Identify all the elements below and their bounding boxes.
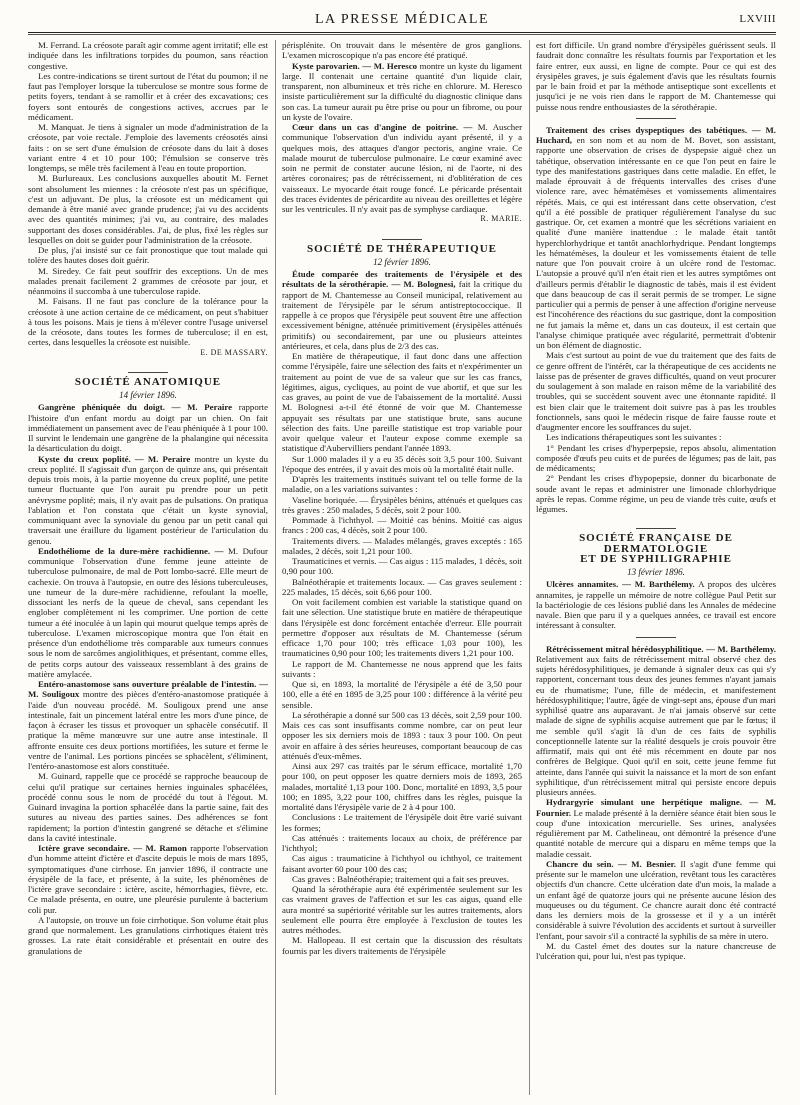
paragraph: M. Faisans. Il ne faut pas conclure de la tolérance pour la créosote à une action certaine de ce médicament, on peut s'habituer à tous les poisons. Mais je tiens à m'élever contre l'usage universel de la créosote, dans toutes les formes de tuberculose; il en est, certes, dans lesquelles la créosote est nuisible. xyxy=(28,296,268,348)
article xyxy=(28,843,268,915)
section-rule xyxy=(636,528,676,529)
paragraph: périsplénite. On trouvait dans le mésentère de gros ganglions. L'examen microscopique n'a pas encore été pratiqué. xyxy=(282,40,522,61)
paragraph: Cas graves : Balnéothérapie; traitement qui a fait ses preuves. xyxy=(292,873,509,884)
article xyxy=(536,797,776,859)
article xyxy=(536,125,776,351)
article-body: montre un kyste du ligament large. Il contenait une certaine quantité d'un liquide clair, transparent, non albumineux et très riche en chlorure. M. Heresco insiste particulièrement sur la difficulté du diagnostic clinique dans son cas. La tumeur aurait pu être prise ou pour un fibrome, ou pour un kyste de l'ovaire. xyxy=(282,60,522,122)
article xyxy=(536,859,776,941)
paragraph: M. Guinard, rappelle que ce procédé se rapproche beaucoup de celui qu'il pratique sur certaines hernies inguinales sphacélées, procédé connu sous le nom de procédé du tout à l'égout. M. Guinard invagina la portion sphacélée dans la partie saine, fait des sutures au niveau des parties saines. Des adhérences se font rapidement; la portion d'intestin gangrené se détache et s'élimine dans la cavité intestinale. xyxy=(28,771,268,843)
column-rule xyxy=(275,40,276,1095)
paragraph: Balnéothérapie et traitements locaux. — Cas graves seulement : 225 malades, 15 décès, soit 6,66 pour 100. xyxy=(282,576,522,597)
paragraph: Ainsi aux 297 cas traités par le sérum efficace, mortalité 1,70 pour 100, on peut opposer les quatre derniers mois de 1893, 265 malades, mortalité 1,13 pour 100. Donc, mortalité en 1893, 3,5 pour 100; en 1895, 3,22 pour 100, chiffres dans les règles, puisque la mortalité dans l'érysipèle varie de 2 à 4 pour 100. xyxy=(282,761,522,812)
header-rule xyxy=(28,32,776,33)
article xyxy=(28,679,268,771)
paragraph: Quand la sérothérapie aura été expérimentée seulement sur les cas vraiment graves de l'affection et sur les cas aigus, quand elle aura montré sa supériorité véritable sur les autres traitements, alors seulement elle pourra être employée à l'exclusion de toutes les autres méthodes. xyxy=(282,884,522,935)
paragraph: M. Ferrand. La créosote paraît agir comme agent irritatif; elle est indiquée dans les infiltrations torpides du poumon, sans réaction congestive. xyxy=(28,40,268,71)
article xyxy=(536,579,776,630)
article-title: Ulcères annamites. — M. Barthélemy. xyxy=(546,579,695,590)
column-1 xyxy=(28,40,268,1095)
article-body: M. Auscher communique l'observation d'un individu ayant présenté, il y a quelques mois, des attaques d'angor pectoris, angine vraie. Ce malade mourut de tuberculose pulmonaire. Le cœur examiné avec soin ne permit de constater aucune lésion, ni de l'aorte, ni des artères coronaires; pas de rétrécissement, ni d'oblitération de ces vaisseaux. Le myocarde était rouge foncé. Le péricarde présentait des traces évidentes de péricardite au niveau des oreillettes et légère sur les ventricules. Il n'y avait pas de symphyse cardiaque. xyxy=(282,122,522,214)
paragraph: En matière de thérapeutique, il faut donc dans une affection comme l'érysipèle, faire une sélection des faits et n'expérimenter un traitement au point de vue de sa valeur que sur les cas francs, légitimes, aigus, cycliques, au point de vue abortif, et que sur les cas graves, au point de vue de l'abaissement de la mortalité. Aussi M. Bolognesi a-t-il été étonné de voir que M. Chantemesse appuyait ses résultats par une statistique brute, sans aucune sélection des faits. Une pareille statistique est trop variable pour avoir quelque valeur et l'auteur expose comme exemple sa statistique d'Aubervilliers pendant l'année 1893. xyxy=(282,351,522,454)
paragraph: Cas aigus : traumaticine à l'ichthyol ou ichthyol, ce traitement faisant avorter 60 pour 100 des cas; xyxy=(282,853,522,874)
article-body: rapporte l'observation d'un homme atteint d'ictère et d'ascite depuis le mois de mars 1895, symptomatiques d'une cirrhose. En janvier 1896, il contracte une érysipèle de la face, et présente, à la suite, les phénomènes de l'ictère grave secondaire : ictère, ascite, hémorrhagies, fièvre, etc. Ce malade présenta, en outre, une pleurésie purulente à bacterium coli pur. xyxy=(28,843,268,915)
article-body: Relativement aux faits de rétrécissement mitral observé chez des sujets hérédosyphilitiques, je demande à signaler deux cas qui s'y rapportent, concernant tous deux des jeunes femmes n'ayant jamais eu de rhumatisme; l'une, fille de médecin, et manifestement hérédosyphilitique; l'autre, âgée de vingt-sept ans, épouse d'un mari syphilisé quatre ans auparavant. Je n'ai jamais observé sur cette malade de signe de syphilis acquise autrement que par le fœtus; il me semble qu'il s'agit là d'un de ces faits de syphilis conceptionnelle latente sur la réalité desquels je crois pouvoir être affirmatif, mais qui ont été mis récemment en doute par nos confrères de Belgique. Quoi qu'il en soit, cette jeune femme fut atteinte, dans l'année qui suivit la naissance et la mort de son enfant syphilitique, d'un rétrécissement mitral qui persiste encore depuis plusieurs années. xyxy=(536,653,776,797)
paragraph: Mais c'est surtout au point de vue du traitement que des faits de ce genre offrent de l'intérêt, car la thérapeutique de ces accidents ne laisse pas de présenter de graves difficultés, quand on veut procurer du soulagement à son malade en raison même de la variabilité des troubles, qui se succèdent souvent avec une étonnante rapidité. Il est bien clair que le traitement doit suivre pas à pas les troubles fonctionnels, sans quoi le médecin risque de faire fausse route et d'augmenter encore les souffrances du sujet. xyxy=(536,350,776,432)
paragraph: Vaseline boriquée. — Érysipèles bénins, atténués et quelques cas très graves : 250 malades, 5 décès, soit 2 pour 100. xyxy=(282,494,522,515)
paragraph: Traumaticines et vernis. — Cas aigus : 115 malades, 1 décès, soit 0,90 pour 100. xyxy=(282,556,522,577)
paragraph: M. Hallopeau. Il est certain que la discussion des résultats fournis par les divers traitements de l'érysipèle xyxy=(282,935,522,956)
paragraph: Sur 1.000 malades il y a eu 35 décès soit 3,5 pour 100. Suivant l'époque des entrées, il y avait des mois où la mortalité était nulle. xyxy=(282,453,522,474)
article-title: Endothéliome de la dure-mère rachidienne. — xyxy=(38,545,224,556)
article-body: Il s'agit d'une femme qui présente sur le mamelon une ulcération, revêtant tous les caractères objectifs d'un chancre. Cette ulcération date d'un mois, la malade a un enfant âgé de quatorze jours qui ne présente aucune lésion des muqueuses ou du tégument. Ce chancre aurait donc été contracté dans les derniers mois de la grossesse et il y a un intérêt considérable à suivre l'évolution des accidents et surtout à surveiller l'enfant, pour savoir s'il a contracté la syphilis de sa mère in utero. xyxy=(536,858,776,941)
article xyxy=(28,454,268,546)
paragraph: M. Burlureaux. Les conclusions auxquelles aboutit M. Fernet sont absolument les miennes : la créosote n'est pas un spécifique, c'est un adjuvant. De plus, la créosote est un médicament qui demande à être manié avec grande prudence; j'ai vu des accidents avec des quantités minimes; j'ai vu, au contraire, des malades supportant des doses considérables. J'ai, de plus, fixé les règles sur lesquelles on doit se guider pour l'administration de la créosote. xyxy=(28,173,268,245)
article-title: Étude comparée des traitements de l'érysipèle et des résultats de la sérothérapie. — M. Bolognesi, xyxy=(282,269,522,290)
paragraph: est fort difficile. Un grand nombre d'érysipèles guérissent seuls. Il faudrait donc connaître les résultats fournis par l'exportation et les faire entrer, eux aussi, en ligne de compte. Pour ce qui est des érysipèles graves, je suis également d'avis que les résultats fournis par le bain froid et par la méthode antiseptique sont excellents et jusqu'ici je ne vois rien dans le rapport de M. Chantemesse qui puisse nous rendre enthousiastes de la sérothérapie. xyxy=(536,40,776,112)
paragraph: Conclusions : Le traitement de l'érysipèle doit être varié suivant les formes; xyxy=(282,812,522,833)
paragraph: M. Manquat. Je tiens à signaler un mode d'administration de la créosote, par voie rectale. J'emploie des lavements créosotés ainsi faits : on se sert d'une émulsion de créosote dans du lait à doses variant entre 4 et 10 pour 100; l'émulsion se conserve très longtemps, se mêle très facilement à l'eau en toute proportion. xyxy=(28,122,268,173)
section-rule xyxy=(128,372,168,373)
section-title-line-2: ET DE SYPHILIGRAPHIE xyxy=(580,552,732,565)
header-rule-thin xyxy=(28,34,776,35)
article-title: Traitement des crises dyspeptiques des tabétiques. — M. Huchard, xyxy=(536,124,776,145)
article-title: Ictère grave secondaire. — M. Ramon xyxy=(38,843,187,853)
article-body: montre des pièces d'entéro-anastomose pratiquée à l'aide d'un nouveau procédé. M. Souligoux prend une anse intestinale, fait un pincement latéral entre les mors d'une pince, de façon à écraser les tissus et provoquer un sphacèle consécutif. Il pratique la même manœuvre sur une autre anse intestinale. Il affronte ensuite ces deux portions mortifiées, les suture et ferme le ventre de l'animal. Les portions pincées se sphacèlent, s'éliminent, l'entéro-anastomose est alors constituée. xyxy=(28,689,268,771)
masthead xyxy=(28,10,776,32)
article-body: Le malade présenté à la dernière séance était bien sous le coup d'une intoxication mercurielle. Ses urines, analysées régulièrement par M. Cathelineau, ont démontré la présence d'une quantité notable de mercure qui a disparu en même temps que la maladie cessait. xyxy=(536,807,776,859)
column-3 xyxy=(536,40,776,1095)
article-body: fait la critique du rapport de M. Chantemesse au Conseil municipal, relativement au traitement de l'érysipèle par le sérum antistreptococcique. Il rappelle à ce propos que l'érysipèle peut souvent être une affection excessivement bénigne, atténuée primitivement (érysipèles atténués primitifs) ou secondairement, par une ou plusieurs atteintes antérieures, et cela, dans plus de 2/3 des cas. xyxy=(282,279,522,351)
column-2 xyxy=(282,40,522,1095)
paragraph: Pommade à l'ichthyol. — Moitié cas bénins. Moitié cas aigus francs : 200 cas, 4 décès, soit 2 pour 100. xyxy=(282,515,522,536)
section-header xyxy=(536,528,776,577)
article-title: Chancre du sein. — M. Besnier. xyxy=(546,858,676,869)
author-signature: E. DE MASSARY. xyxy=(200,347,268,357)
paragraph: La sérothérapie a donné sur 500 cas 13 décès, soit 2,59 pour 100. Mais ces cas sont insuffisants comme nombre, car on peut leur opposer les six derniers mois de 1893 : taux 3 pour 100. On peut avoir en affaire à des séries heureuses, comportant beaucoup de cas atténués d'eux-mêmes. xyxy=(282,709,522,761)
article-title: Kyste du creux poplité. — M. Peraire xyxy=(38,453,191,464)
item-rule xyxy=(636,637,676,638)
article xyxy=(536,644,776,798)
section-title: SOCIÉTÉ FRANÇAISE DE DERMATOLOGIE xyxy=(579,532,733,555)
article-body: M. Dufour communique l'observation d'une femme jeune atteinte de tuberculose pulmonaire, de mal de Pott lombo-sacré. Elle meurt de cachexie. On trouva à l'autopsie, en outre des lésions tuberculeuses, une tumeur de la dure-mère rachidienne, refoulant la moelle, dissociant les nerfs de la queue de cheval, sans cependant les englober complètement ni les comprimer. Une portion de cette tumeur a été inoculée à un lapin qui mourut quelque temps après de tuberculose. L'examen microscopique montra que l'on était en présence d'un endothéliome très comparable aux tumeurs connues sous le nom de sarcômes angiolithiques, et présentant, comme elles, de petits corps autour des vaisseaux ressemblant à des grains de matière amylacée. xyxy=(28,545,268,679)
section-header xyxy=(28,372,268,401)
paragraph: 1° Pendant les crises d'hyperpepsie, repos absolu, alimentation composée d'œufs peu cuits et de purées de légumes; pas de lait, pas de médicaments; xyxy=(536,442,776,473)
page-number: LXVIII xyxy=(739,13,776,25)
paragraph: D'après les traitements institués suivant tel ou telle forme de la maladie, on a les variations suivantes : xyxy=(282,474,522,495)
article xyxy=(28,546,268,679)
paragraph: Que si, en 1893, la mortalité de l'érysipèle a été de 3,50 pour 100, elle a été en 1895 de 3,25 pour 100 : différence à la vérité peu sensible. xyxy=(282,679,522,710)
article-title: Entéro-anastomose sans ouverture préalable de l'intestin. — M. Souligoux xyxy=(28,679,268,700)
article-title: Hydrargyrie simulant une herpétique maligne. — M. Fournier. xyxy=(536,797,776,818)
paragraph: On voit facilement combien est variable la statistique quand on fait une sélection. Une statistique brute en matière de thérapeutique dans l'érysipèle est donc forcément entachée d'erreur. Elle pourrait permettre d'opposer aux résultats de M. Chantemesse (sérum efficace 1,70 pour 100; très efficace 1,03 pour 100), les traumaticines 0,90 pour 100; les traitements divers 1,21 pour 100. xyxy=(282,597,522,659)
paragraph: M. du Castel émet des doutes sur la nature chancreuse de l'ulcération qui, pour lui, n'est pas typique. xyxy=(536,940,776,961)
section-rule xyxy=(382,239,422,240)
section-date: 13 février 1896. xyxy=(627,567,685,577)
article xyxy=(28,402,268,453)
article xyxy=(282,269,522,351)
author-signature: R. MARIE. xyxy=(480,214,522,224)
column-rule xyxy=(529,40,530,1095)
paragraph: Traitements divers. — Malades mélangés, graves exceptés : 165 malades, 2 décès, soit 1,21 pour 100. xyxy=(282,535,522,556)
article-body: montre un kyste du creux poplité. Il s'agissait d'un garçon de quinze ans, qui présentait depuis trois mois, à la partie moyenne du creux poplité, une petite tumeur fluctuante que l'on aurait pu prendre pour un petit anévrysme poplité; mais, il n'y avait pas de pulsations. On pratiqua l'ablation et l'on constata que c'était un kyste synovial, communiquant avec la synoviale du genou par un petit canal qui traversait une éraillure du ligament postérieur de l'articulation du genou. xyxy=(28,453,268,546)
article-body: rapporte l'histoire d'un enfant mordu au doigt par un chien. On fait immédiatement un pansement avec de l'eau phéniquée à 1 pour 100. Il survint le lendemain une gangrène de la phalangine qui nécessita la désarticulation du doigt. xyxy=(28,402,268,454)
section-title: SOCIÉTÉ DE THÉRAPEUTIQUE xyxy=(306,242,498,255)
article-title: Kyste parovarien. — M. Heresco xyxy=(292,60,417,71)
section-title: SOCIÉTÉ ANATOMIQUE xyxy=(74,375,222,388)
item-rule xyxy=(636,118,676,119)
paragraph: Cas atténués : traitements locaux au choix, de préférence par l'ichthyol; xyxy=(282,832,522,853)
paragraph: 2° Pendant les crises d'hypopepsie, donner du bicarbonate de soude avant le repas et administrer une limonade chlorhydrique après le repas. Comme régime, un peu de viande très cuite, œufs et légumes. xyxy=(536,473,776,514)
paragraph: De plus, j'ai insisté sur ce fait pronostique que tout malade qui tolère des hautes doses doit guérir. xyxy=(28,245,268,266)
section-header xyxy=(282,239,522,268)
paragraph: Les contre-indications se tirent surtout de l'état du poumon; il ne faut pas l'employer lorsque la tuberculose se montre sous forme de petits foyers, tendant à se ramollir et à créer des excavations; ces foyers sont entourés de congestions actives, accrues par le médicament. xyxy=(28,70,268,122)
paragraph: M. Siredey. Ce fait peut souffrir des exceptions. Un de mes malades prenait facilement 2 grammes de créosote par jour, et néanmoins il succomba à une tuberculose rapide. xyxy=(28,265,268,296)
article-title: Rétrécissement mitral hérédosyphilitique. — M. Barthélemy. xyxy=(546,643,776,654)
paragraph: A l'autopsie, on trouve un foie cirrhotique. Son volume était plus grand que normalement. Les granulations cirrhotiques étaient très grosses. La rate était considérable et présentait en outre des granulations de xyxy=(28,914,268,956)
article-body: en son nom et au nom de M. Bovet, son assistant, rapporte une observation de crises de dyspepsie aiguë chez un tabétique, observation intéressante en ce que l'on peut en faire le type des manifestations gastriques dans cette maladie. En effet, le malade éprouvait à de fréquents intervalles des crises d'une violence rare, avec hématémèses et vomissements alimentaires répétés. Mais, ce qui est intéressant dans cette observation, c'est qu'il a été possible de pratiquer régulièrement l'analyse du suc gastrique. Or, cet examen a montré que les sécrétions variaient en qualité d'une manière inattendue : le malade était tantôt hyperchlorhydrique et tantôt anachlorhydrique. Pendant longtemps les hématémèses, la douleur et les vomissements étaient de telle nature que l'on pouvait croire à un ulcère rond de l'estomac. L'autopsie a prouvé qu'il n'en était rien et les autres symptômes ont d'ailleurs permis d'établir le diagnostic de tabès, mais il est évident que dans beaucoup de cas il serait permis de se tromper. Le signe particulier qui a permis de penser à une affection d'origine nerveuse est l'incohérence des réactions du suc gastrique, dont la composition ne fut jamais la même et, dans un cas douteux, il est certain que l'analyse chimique pratiquée avec régularité, permettrait d'obtenir un bon élément de diagnostic. xyxy=(536,135,776,350)
paragraph: Les indications thérapeutiques sont les suivantes : xyxy=(546,432,722,443)
section-date: 14 février 1896. xyxy=(119,390,177,400)
paragraph: Le rapport de M. Chantemesse ne nous apprend que les faits suivants : xyxy=(282,658,522,679)
journal-title: LA PRESSE MÉDICALE xyxy=(314,12,489,27)
article-title: Cœur dans un cas d'angine de poitrine. — xyxy=(292,122,473,132)
section-date: 12 février 1896. xyxy=(373,256,431,267)
article-body: A propos des ulcères annamites, je rappelle un mémoire de notre collègue Paul Petit sur la bactériologie de ces lésions publié dans les Annales de médecine navale. Bien que paru il y a quelques années, ce travail est encore intéressant à consulter. xyxy=(536,579,776,631)
article xyxy=(282,122,522,214)
page-body xyxy=(28,40,776,1095)
article-title: Gangrène phéniquée du doigt. — M. Peraire xyxy=(38,402,232,413)
article xyxy=(282,61,522,123)
